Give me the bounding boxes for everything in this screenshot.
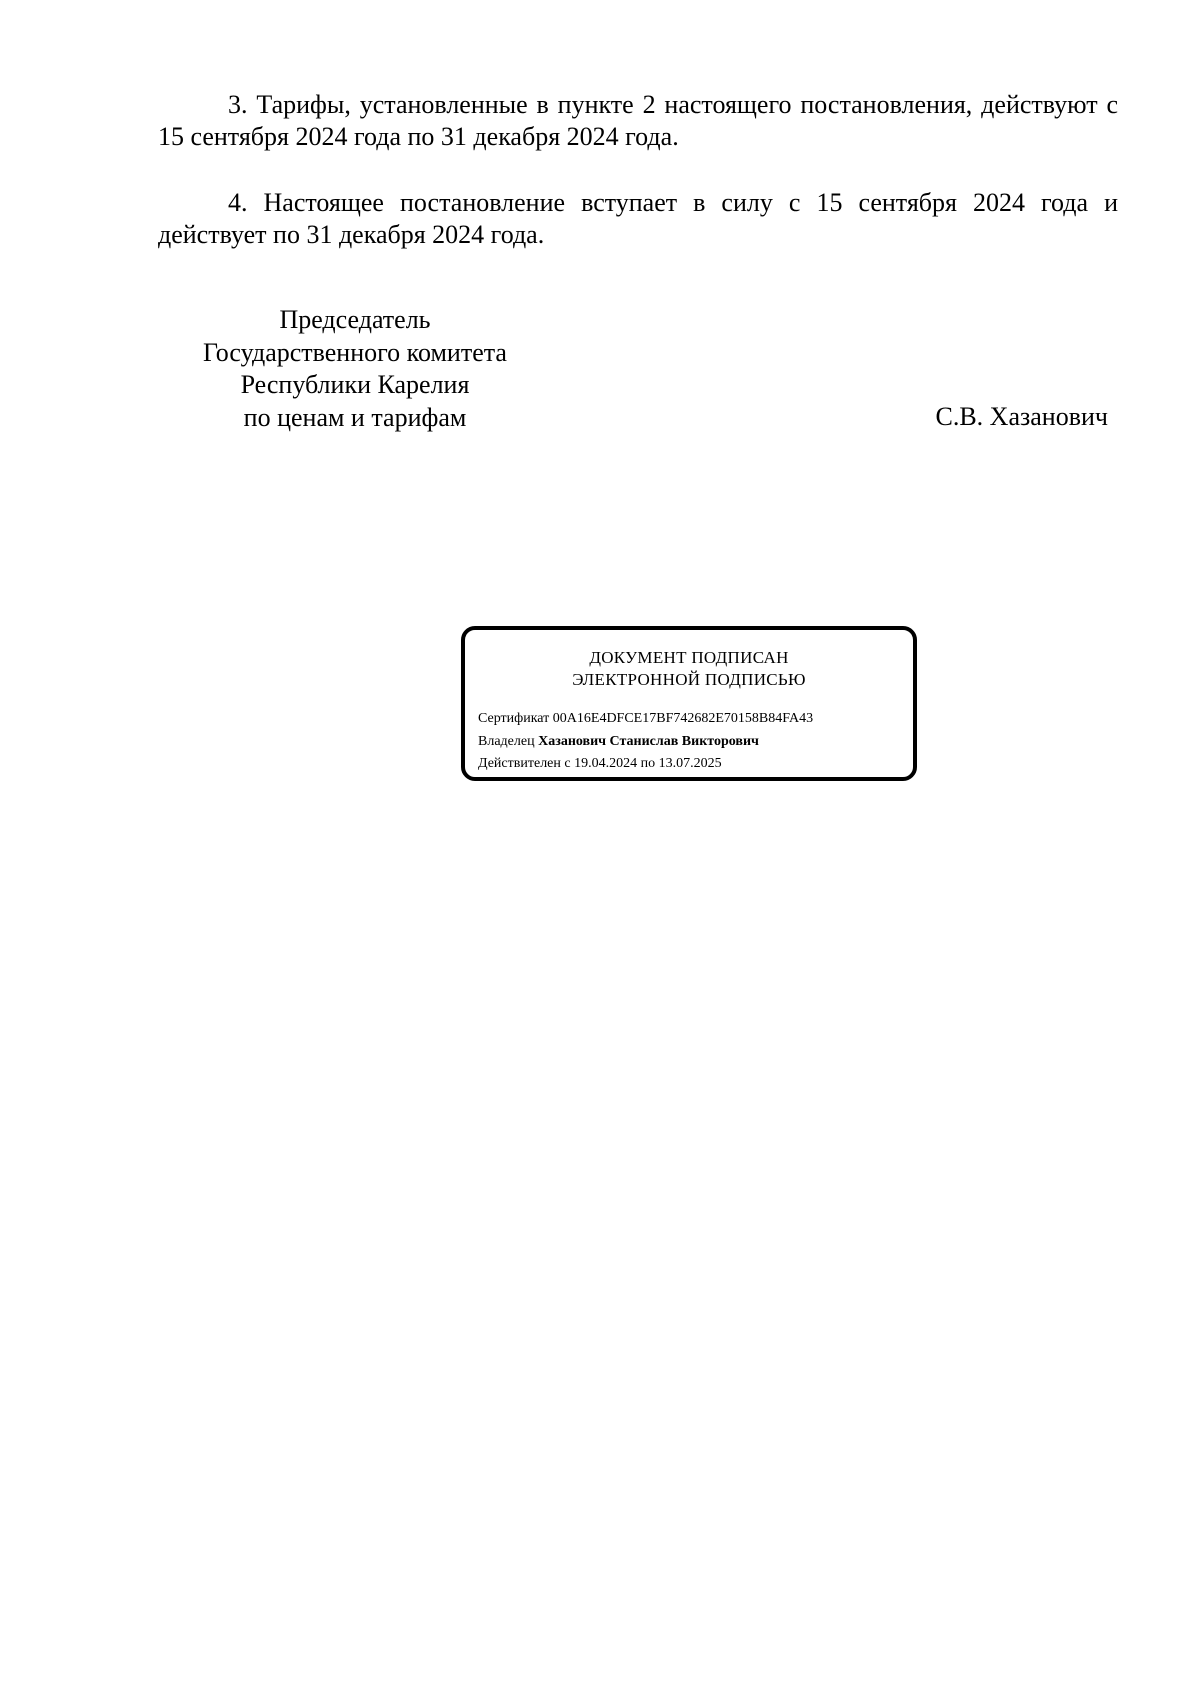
- paragraph-4: 4. Настоящее постановление вступает в силу с 15 сентября 2024 года и действует по 31 декабря 2024 года.: [158, 188, 1118, 249]
- stamp-owner-row: [478, 731, 813, 754]
- stamp-certificate-label: Сертификат: [478, 711, 550, 726]
- stamp-heading-line: ЭЛЕКТРОННОЙ ПОДПИСЬЮ: [572, 670, 806, 689]
- electronic-signature-stamp: [461, 626, 917, 781]
- stamp-details: [478, 708, 813, 776]
- signatory-organization-line: Республики Карелия: [240, 370, 470, 399]
- signatory-name: С.В. Хазанович: [935, 402, 1108, 431]
- stamp-valid-label: Действителен с: [478, 756, 571, 771]
- stamp-valid-to-label: по: [640, 756, 656, 771]
- stamp-validity-row: [478, 753, 813, 776]
- signatory-organization-line: Государственного комитета: [203, 337, 507, 367]
- stamp-valid-to: 13.07.2025: [658, 756, 722, 771]
- stamp-certificate-row: [478, 708, 813, 731]
- signatory-position: Председатель: [279, 305, 431, 334]
- stamp-owner-label: Владелец: [478, 733, 535, 749]
- stamp-heading: [465, 647, 913, 691]
- paragraph-3: 3. Тарифы, установленные в пункте 2 настоящего постановления, действуют с 15 сентября 2024 года по 31 декабря 2024 года.: [158, 90, 1118, 151]
- stamp-certificate-value: 00A16E4DFCE17BF742682E70158B84FA43: [552, 711, 814, 726]
- signatory-organization-line: по ценам и тарифам: [243, 402, 467, 432]
- signatory-title-block: [150, 304, 560, 434]
- stamp-owner-value: Хазанович Станислав Викторович: [538, 733, 759, 749]
- stamp-valid-from: 19.04.2024: [574, 756, 638, 771]
- stamp-heading-line: ДОКУМЕНТ ПОДПИСАН: [589, 648, 789, 667]
